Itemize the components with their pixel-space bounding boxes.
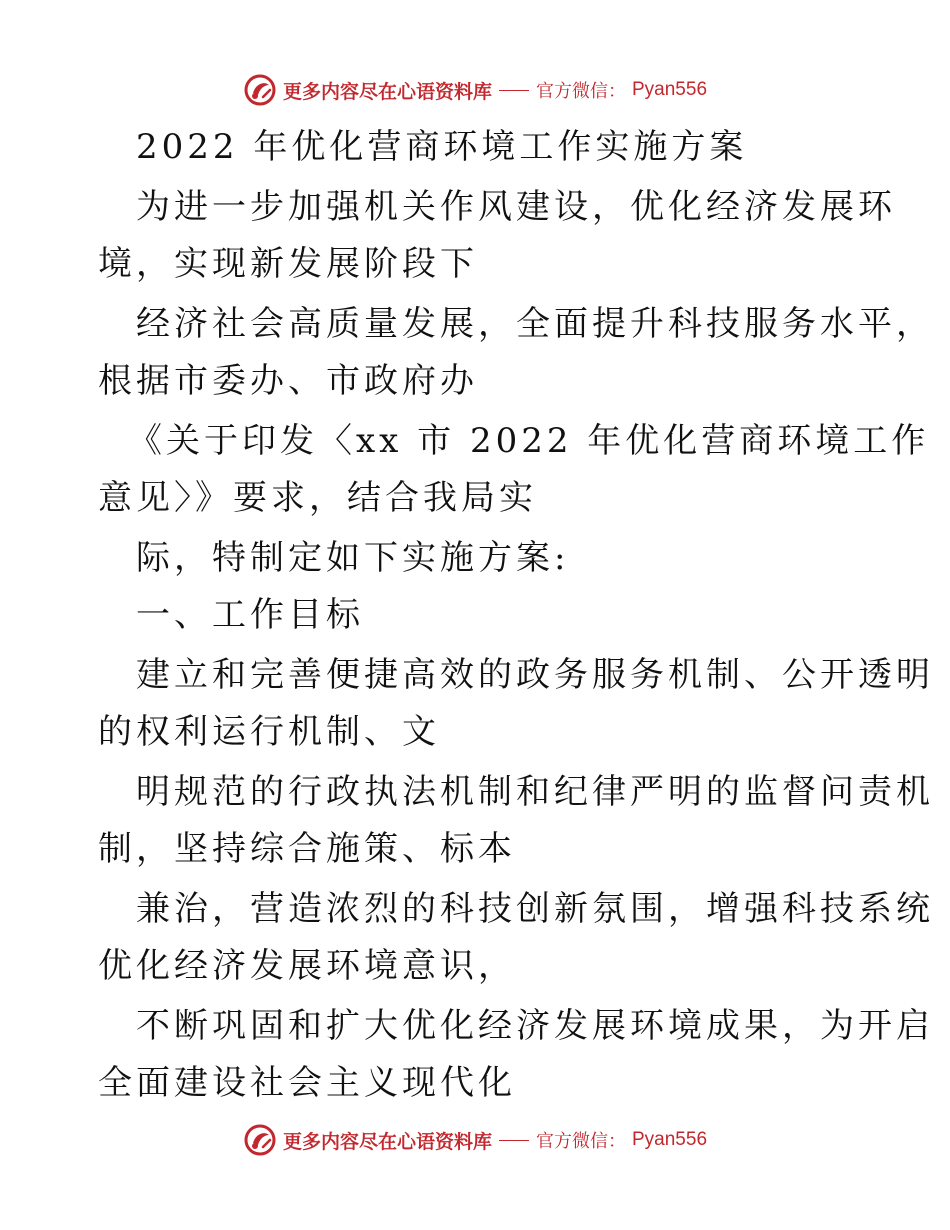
section-heading: 一、工作目标 [136, 595, 364, 635]
paragraph-line: 建立和完善便捷高效的政务服务机制、公开透明 [136, 655, 934, 695]
banner-brand-text: 更多内容尽在心语资料库 [282, 80, 492, 103]
banner-dash [499, 90, 529, 91]
paragraph-line: 优化经济发展环境意识， [98, 946, 516, 986]
xinyu-logo-icon [243, 73, 277, 107]
paragraph-line: 制，坚持综合施策、标本 [98, 829, 516, 869]
paragraph-line: 根据市委办、市政府办 [98, 361, 478, 401]
paragraph-line: 际，特制定如下实施方案: [136, 538, 570, 578]
xinyu-logo-icon [243, 1123, 277, 1157]
paragraph-line: 《关于印发〈xx 市 2022 年优化营商环境工作 [128, 421, 930, 461]
paragraph-line: 为进一步加强机关作风建设，优化经济发展环 [136, 187, 896, 227]
document-title: 2022 年优化营商环境工作实施方案 [136, 127, 748, 167]
banner-wechat-label: 官方微信： [536, 1131, 626, 1152]
paragraph-line: 全面建设社会主义现代化 [98, 1063, 516, 1103]
banner-brand-text: 更多内容尽在心语资料库 [282, 1130, 492, 1153]
footer-banner [0, 1120, 950, 1160]
header-banner [0, 70, 950, 110]
banner-wechat-id: Pyan556 [632, 1129, 708, 1150]
paragraph-line: 经济社会高质量发展，全面提升科技服务水平， [136, 304, 934, 344]
banner-dash [499, 1140, 529, 1141]
paragraph-line: 的权利运行机制、文 [98, 712, 440, 752]
paragraph-line: 兼治，营造浓烈的科技创新氛围，增强科技系统 [136, 889, 934, 929]
banner-wechat-id: Pyan556 [632, 79, 708, 100]
banner-wechat-label: 官方微信： [536, 81, 626, 102]
paragraph-line: 明规范的行政执法机制和纪律严明的监督问责机 [136, 772, 934, 812]
paragraph-line: 意见〉》要求，结合我局实 [98, 478, 537, 518]
paragraph-line: 境，实现新发展阶段下 [98, 244, 478, 284]
paragraph-line: 不断巩固和扩大优化经济发展环境成果，为开启 [136, 1006, 934, 1046]
